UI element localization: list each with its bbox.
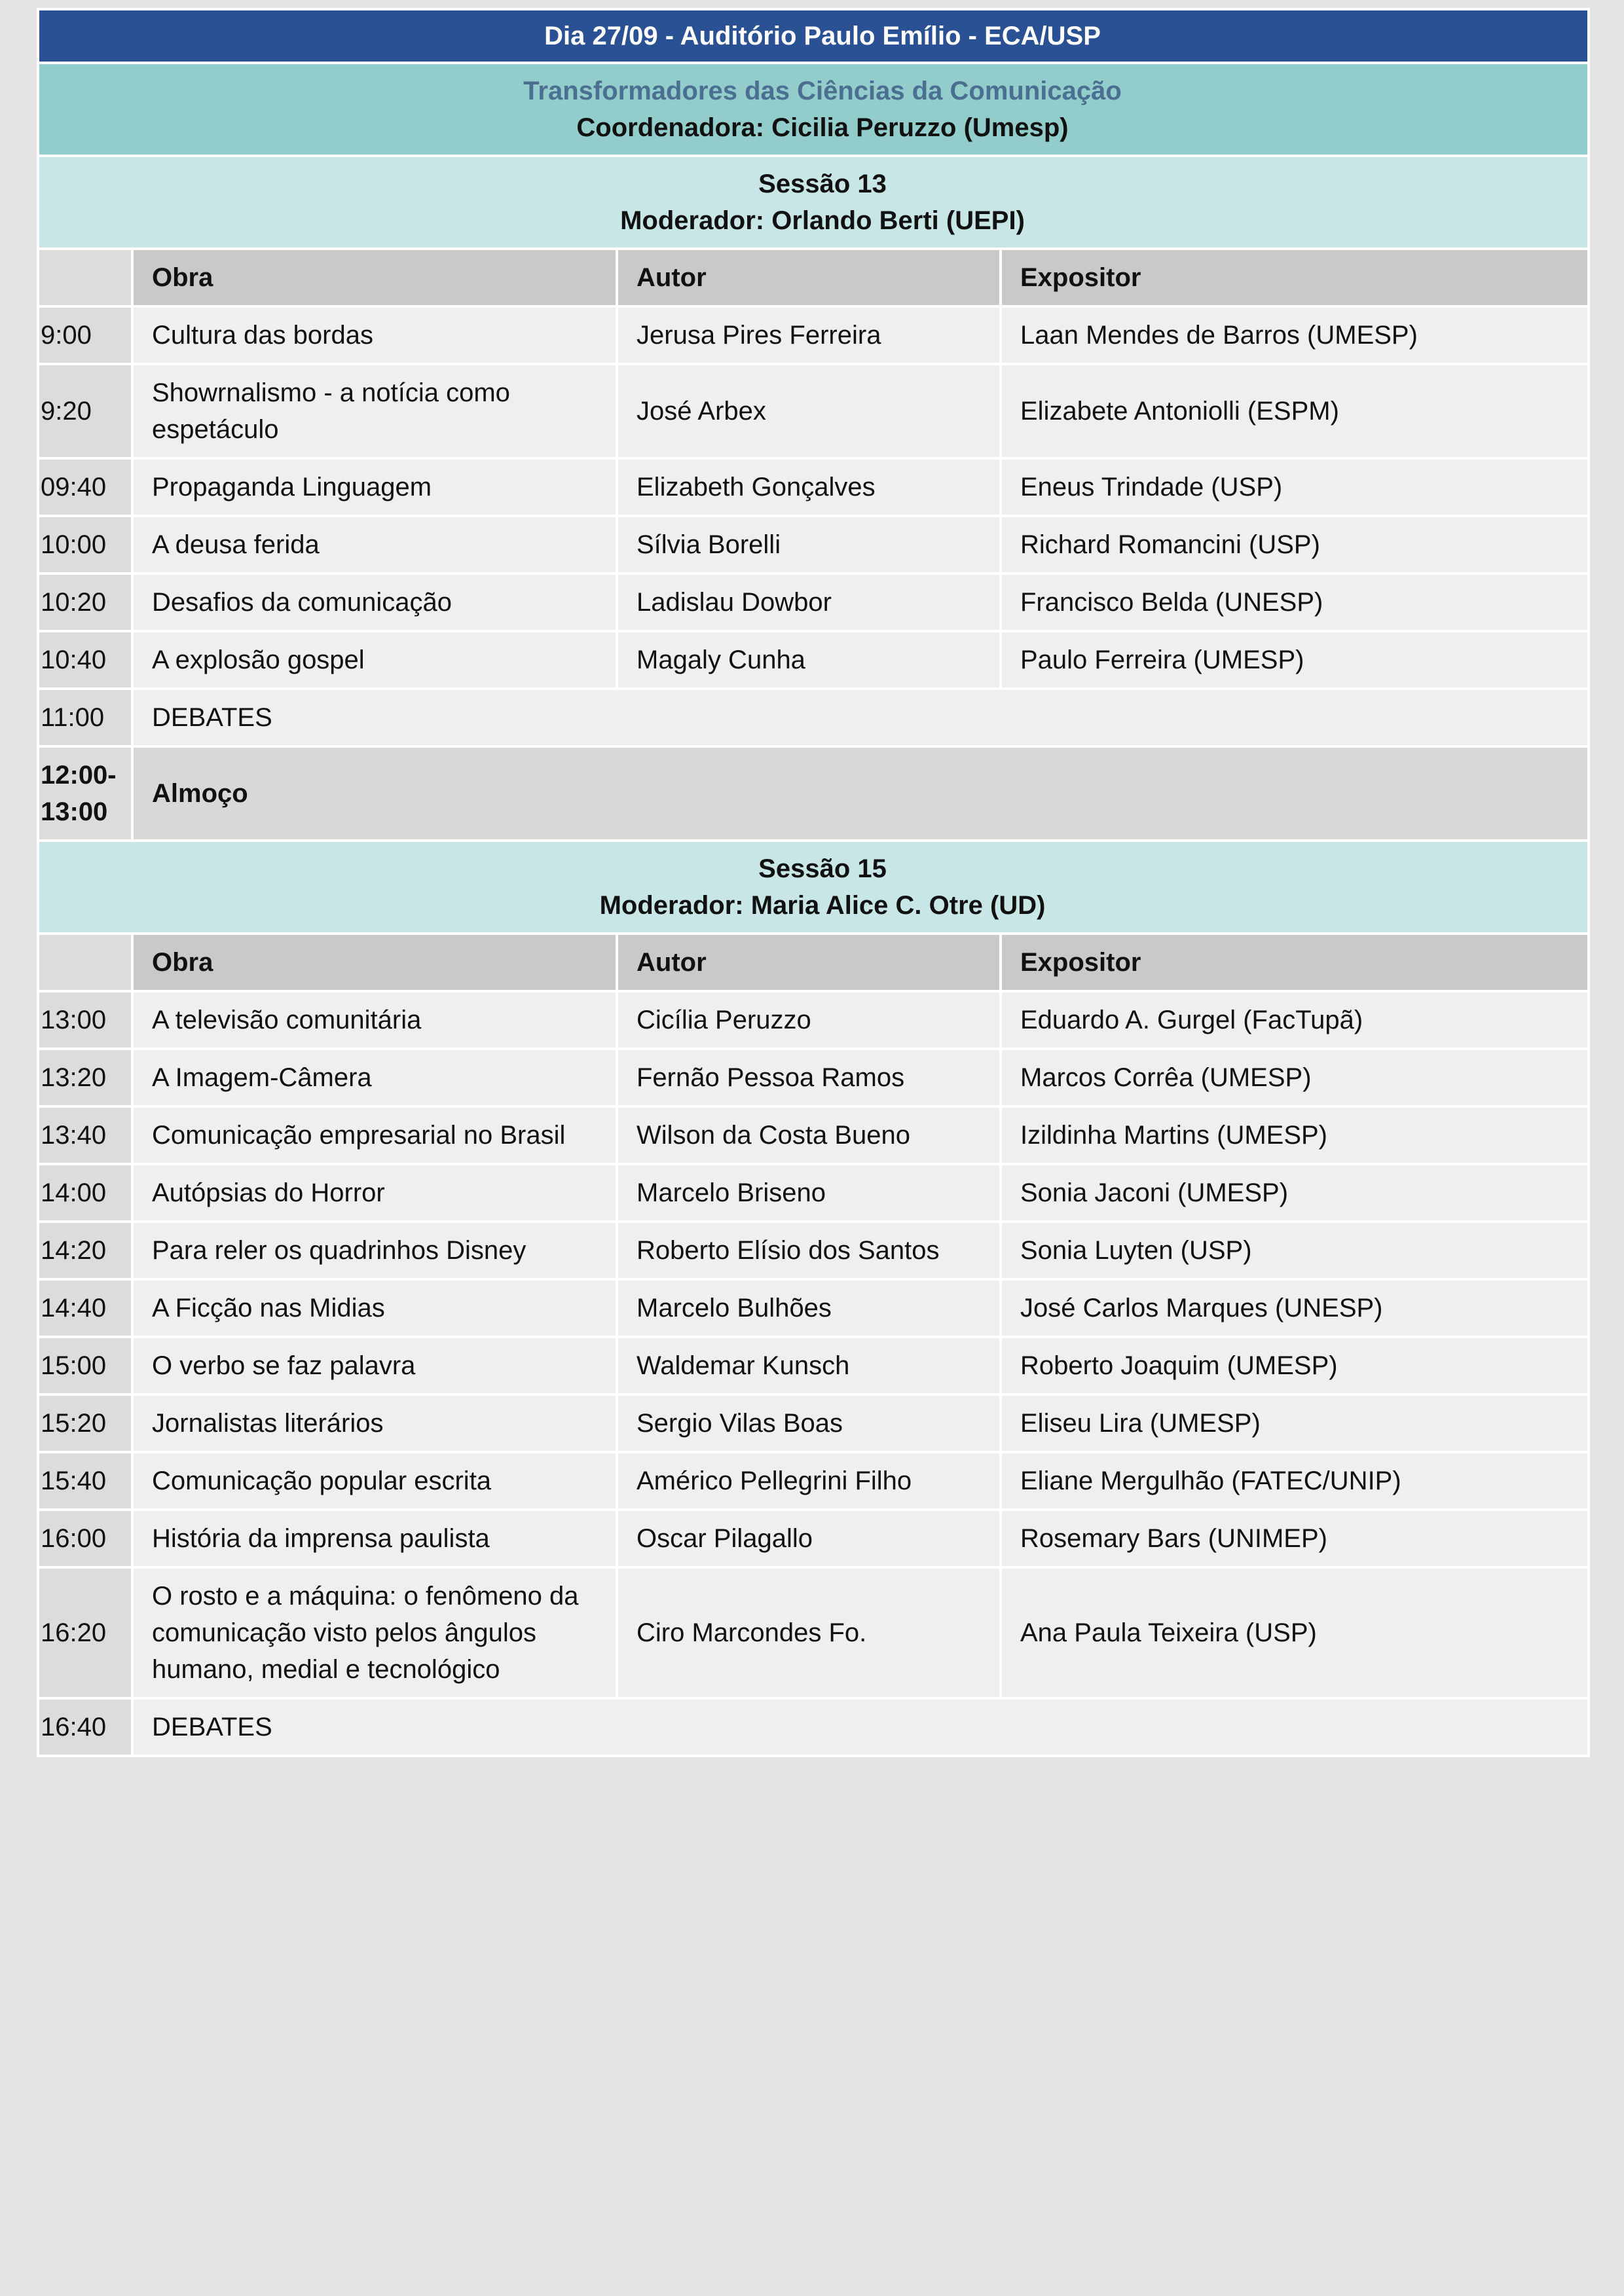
author-cell: Elizabeth Gonçalves bbox=[617, 458, 1001, 516]
work-cell: Para reler os quadrinhos Disney bbox=[132, 1222, 617, 1279]
coordinator-label: Coordenadora: Cicilia Peruzzo (Umesp) bbox=[576, 113, 1069, 142]
presenter-cell: Paulo Ferreira (UMESP) bbox=[1001, 631, 1589, 689]
author-cell: Sílvia Borelli bbox=[617, 516, 1001, 574]
column-header-presenter: Expositor bbox=[1001, 249, 1589, 306]
time-cell: 10:40 bbox=[38, 631, 132, 689]
time-cell: 14:00 bbox=[38, 1164, 132, 1222]
debate-label: DEBATES bbox=[132, 1698, 1589, 1756]
session-header-row bbox=[38, 841, 1589, 934]
presenter-cell: Elizabete Antoniolli (ESPM) bbox=[1001, 364, 1589, 458]
work-cell: Desafios da comunicação bbox=[132, 574, 617, 631]
column-header-author: Autor bbox=[617, 249, 1001, 306]
column-header-work: Obra bbox=[132, 249, 617, 306]
table-row bbox=[38, 574, 1589, 631]
presenter-cell: Izildinha Martins (UMESP) bbox=[1001, 1106, 1589, 1164]
presenter-cell: Eliseu Lira (UMESP) bbox=[1001, 1394, 1589, 1452]
work-cell: A deusa ferida bbox=[132, 516, 617, 574]
work-cell: A televisão comunitária bbox=[132, 991, 617, 1049]
work-cell: Propaganda Linguagem bbox=[132, 458, 617, 516]
time-cell: 14:40 bbox=[38, 1279, 132, 1337]
table-row bbox=[38, 1337, 1589, 1394]
lunch-time-end: 13:00 bbox=[41, 797, 108, 826]
work-cell: A explosão gospel bbox=[132, 631, 617, 689]
column-header-presenter: Expositor bbox=[1001, 934, 1589, 991]
time-cell: 16:40 bbox=[38, 1698, 132, 1756]
lunch-time-start: 12:00- bbox=[41, 761, 117, 790]
theme-cell bbox=[38, 63, 1589, 156]
table-row bbox=[38, 1567, 1589, 1698]
schedule-table bbox=[37, 8, 1590, 1757]
column-header-author: Autor bbox=[617, 934, 1001, 991]
time-cell: 11:00 bbox=[38, 689, 132, 746]
work-cell: O rosto e a máquina: o fenômeno da comunicação visto pelos ângulos humano, medial e tecnológico bbox=[132, 1567, 617, 1698]
author-cell: Fernão Pessoa Ramos bbox=[617, 1049, 1001, 1106]
session-moderator: Moderador: Maria Alice C. Otre (UD) bbox=[599, 891, 1046, 920]
lunch-label: Almoço bbox=[132, 746, 1589, 841]
work-cell: Jornalistas literários bbox=[132, 1394, 617, 1452]
session-header bbox=[38, 841, 1589, 934]
time-cell: 15:20 bbox=[38, 1394, 132, 1452]
debate-label: DEBATES bbox=[132, 689, 1589, 746]
debate-row bbox=[38, 689, 1589, 746]
presenter-cell: Richard Romancini (USP) bbox=[1001, 516, 1589, 574]
presenter-cell: Eduardo A. Gurgel (FacTupã) bbox=[1001, 991, 1589, 1049]
page-title: Dia 27/09 - Auditório Paulo Emílio - ECA/USP bbox=[38, 9, 1589, 63]
presenter-cell: Ana Paula Teixeira (USP) bbox=[1001, 1567, 1589, 1698]
time-cell: 15:40 bbox=[38, 1452, 132, 1510]
session-header-row bbox=[38, 156, 1589, 249]
author-cell: Magaly Cunha bbox=[617, 631, 1001, 689]
work-cell: História da imprensa paulista bbox=[132, 1510, 617, 1567]
work-cell: Cultura das bordas bbox=[132, 306, 617, 364]
session-title: Sessão 15 bbox=[758, 854, 887, 883]
table-row bbox=[38, 991, 1589, 1049]
work-cell: A Imagem-Câmera bbox=[132, 1049, 617, 1106]
table-row bbox=[38, 1452, 1589, 1510]
time-cell: 13:40 bbox=[38, 1106, 132, 1164]
time-cell: 15:00 bbox=[38, 1337, 132, 1394]
time-cell: 10:00 bbox=[38, 516, 132, 574]
table-row bbox=[38, 364, 1589, 458]
author-cell: Jerusa Pires Ferreira bbox=[617, 306, 1001, 364]
theme-title: Transformadores das Ciências da Comunicação bbox=[523, 77, 1122, 105]
column-header-row bbox=[38, 249, 1589, 306]
author-cell: Sergio Vilas Boas bbox=[617, 1394, 1001, 1452]
table-row bbox=[38, 1106, 1589, 1164]
author-cell: Marcelo Bulhões bbox=[617, 1279, 1001, 1337]
table-row bbox=[38, 1222, 1589, 1279]
table-row bbox=[38, 631, 1589, 689]
presenter-cell: Marcos Corrêa (UMESP) bbox=[1001, 1049, 1589, 1106]
column-header-work: Obra bbox=[132, 934, 617, 991]
author-cell: Wilson da Costa Bueno bbox=[617, 1106, 1001, 1164]
work-cell: A Ficção nas Midias bbox=[132, 1279, 617, 1337]
time-cell: 10:20 bbox=[38, 574, 132, 631]
session-title: Sessão 13 bbox=[758, 170, 887, 198]
presenter-cell: Roberto Joaquim (UMESP) bbox=[1001, 1337, 1589, 1394]
author-cell: Marcelo Briseno bbox=[617, 1164, 1001, 1222]
column-header-time bbox=[38, 249, 132, 306]
author-cell: José Arbex bbox=[617, 364, 1001, 458]
title-row bbox=[38, 9, 1589, 63]
lunch-time bbox=[38, 746, 132, 841]
table-row bbox=[38, 1279, 1589, 1337]
time-cell: 16:00 bbox=[38, 1510, 132, 1567]
table-row bbox=[38, 516, 1589, 574]
author-cell: Cicília Peruzzo bbox=[617, 991, 1001, 1049]
work-cell: Showrnalismo - a notícia como espetáculo bbox=[132, 364, 617, 458]
work-cell: Comunicação popular escrita bbox=[132, 1452, 617, 1510]
time-cell: 13:20 bbox=[38, 1049, 132, 1106]
column-header-time bbox=[38, 934, 132, 991]
session-moderator: Moderador: Orlando Berti (UEPI) bbox=[620, 206, 1025, 235]
time-cell: 13:00 bbox=[38, 991, 132, 1049]
column-header-row bbox=[38, 934, 1589, 991]
work-cell: O verbo se faz palavra bbox=[132, 1337, 617, 1394]
work-cell: Comunicação empresarial no Brasil bbox=[132, 1106, 617, 1164]
table-row bbox=[38, 1510, 1589, 1567]
session-header bbox=[38, 156, 1589, 249]
presenter-cell: Rosemary Bars (UNIMEP) bbox=[1001, 1510, 1589, 1567]
presenter-cell: Sonia Luyten (USP) bbox=[1001, 1222, 1589, 1279]
author-cell: Oscar Pilagallo bbox=[617, 1510, 1001, 1567]
presenter-cell: Francisco Belda (UNESP) bbox=[1001, 574, 1589, 631]
time-cell: 14:20 bbox=[38, 1222, 132, 1279]
theme-row bbox=[38, 63, 1589, 156]
author-cell: Américo Pellegrini Filho bbox=[617, 1452, 1001, 1510]
presenter-cell: José Carlos Marques (UNESP) bbox=[1001, 1279, 1589, 1337]
time-cell: 16:20 bbox=[38, 1567, 132, 1698]
time-cell: 9:20 bbox=[38, 364, 132, 458]
time-cell: 09:40 bbox=[38, 458, 132, 516]
presenter-cell: Laan Mendes de Barros (UMESP) bbox=[1001, 306, 1589, 364]
lunch-row bbox=[38, 746, 1589, 841]
schedule-body bbox=[38, 9, 1589, 1756]
work-cell: Autópsias do Horror bbox=[132, 1164, 617, 1222]
table-row bbox=[38, 1049, 1589, 1106]
table-row bbox=[38, 1164, 1589, 1222]
table-row bbox=[38, 1394, 1589, 1452]
table-row bbox=[38, 458, 1589, 516]
time-cell: 9:00 bbox=[38, 306, 132, 364]
author-cell: Ladislau Dowbor bbox=[617, 574, 1001, 631]
debate-row bbox=[38, 1698, 1589, 1756]
author-cell: Ciro Marcondes Fo. bbox=[617, 1567, 1001, 1698]
presenter-cell: Eneus Trindade (USP) bbox=[1001, 458, 1589, 516]
table-row bbox=[38, 306, 1589, 364]
author-cell: Waldemar Kunsch bbox=[617, 1337, 1001, 1394]
author-cell: Roberto Elísio dos Santos bbox=[617, 1222, 1001, 1279]
presenter-cell: Eliane Mergulhão (FATEC/UNIP) bbox=[1001, 1452, 1589, 1510]
presenter-cell: Sonia Jaconi (UMESP) bbox=[1001, 1164, 1589, 1222]
